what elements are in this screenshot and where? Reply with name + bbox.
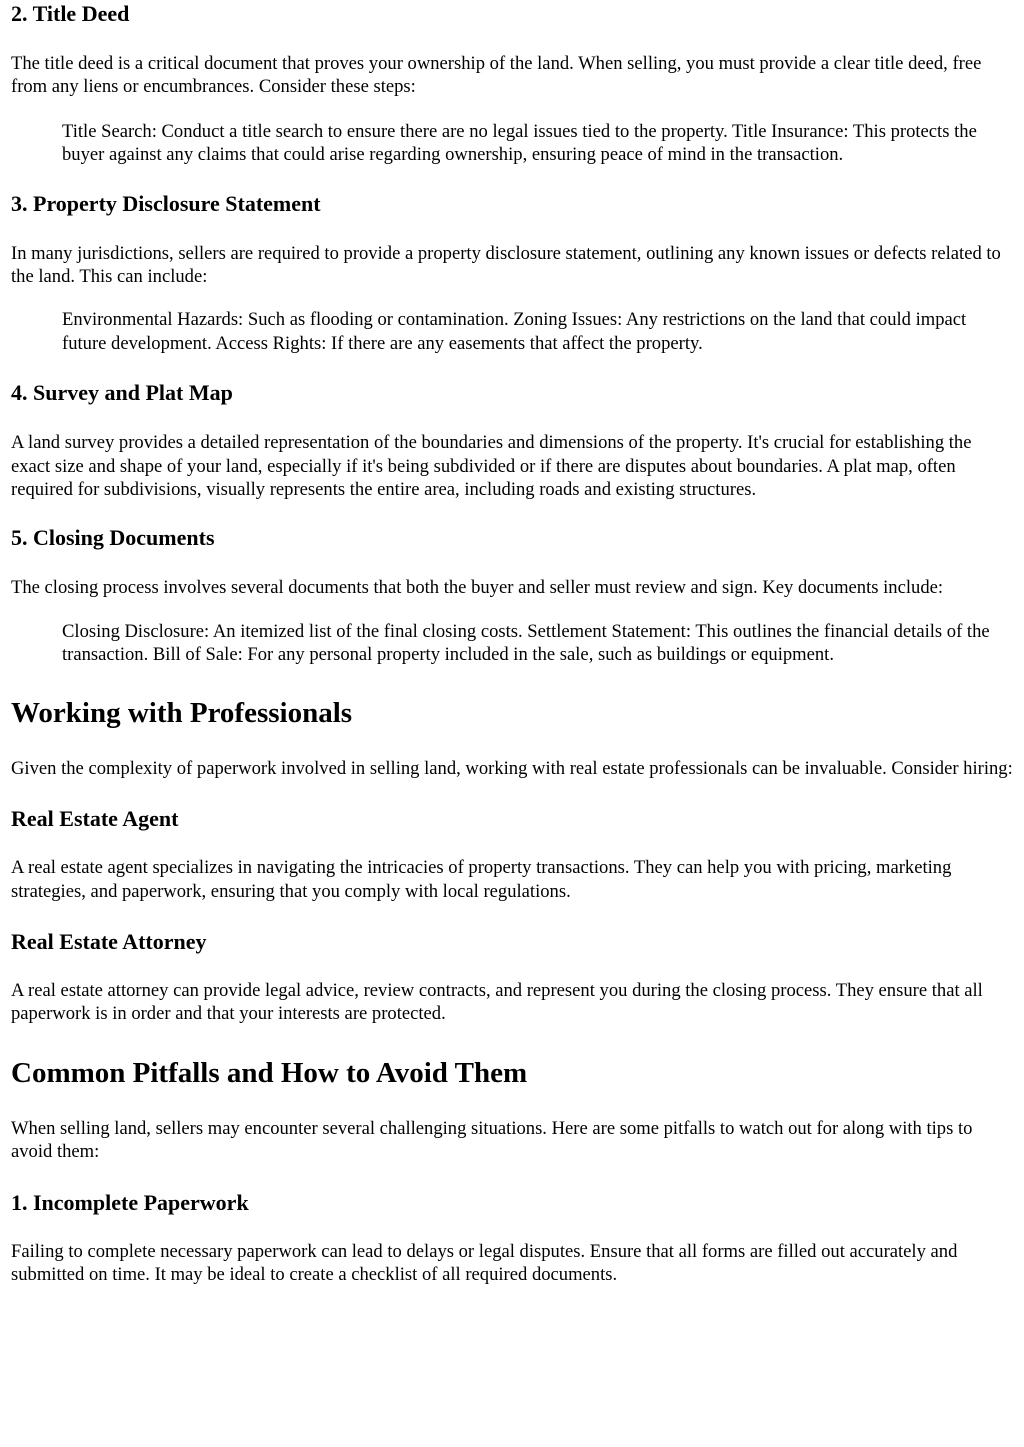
paragraph-title-deed: The title deed is a critical document that proves your ownership of the land. When selling, you must provide a clear title deed, free from any liens or encumbrances. Consider these steps: [11,53,982,98]
quote-title-deed-steps: Title Search: Conduct a title search to ensure there are no legal issues tied to the property. Title Insurance: This protects the buyer against any claims that could arise regarding ownership, ensuring peace of mind in the transaction. [62,120,977,166]
section-heading-title-deed: 2. Title Deed [11,1,130,26]
paragraph-closing-documents: The closing process involves several documents that both the buyer and seller must review and sign. Key documents include: [11,577,944,599]
section-heading-working-professionals: Working with Professionals [11,696,353,729]
paragraph-real-estate-attorney: A real estate attorney can provide legal advice, review contracts, and represent you during the closing process. They ensure that all paperwork is in order and that your interests are protected. [11,979,983,1025]
section-heading-real-estate-agent: Real Estate Agent [11,806,179,832]
paragraph-incomplete-paperwork: Failing to complete necessary paperwork can lead to delays or legal disputes. Ensure that all forms are filled out accurately and submitted on time. It may be ideal to create a checklist of all required documents. [11,1240,958,1285]
section-heading-survey-plat: 4. Survey and Plat Map [11,380,233,406]
paragraph-real-estate-agent: A real estate agent specializes in navigating the intricacies of property transactions. They can help you with pricing, marketing strategies, and paperwork, ensuring that you comply with local regulations. [11,857,952,902]
section-heading-closing-documents: 5. Closing Documents [11,525,215,551]
document-page [0,1,1024,1286]
section-heading-property-disclosure: 3. Property Disclosure Statement [11,190,321,216]
paragraph-property-disclosure: In many jurisdictions, sellers are required to provide a property disclosure statement, outlining any known issues or defects related to the land. This can include: [11,242,1001,288]
quote-closing-items: Closing Disclosure: An itemized list of the final closing costs. Settlement Statement: This outlines the financial details of the transaction. Bill of Sale: For any personal property included in the sale, such as buildings or equipment. [62,620,990,666]
quote-disclosure-items: Environmental Hazards: Such as flooding or contamination. Zoning Issues: Any restrictions on the land that could impact future development. Access Rights: If there are any easements that affect the property. [62,309,967,354]
section-heading-incomplete-paperwork: 1. Incomplete Paperwork [11,1189,249,1215]
paragraph-working-professionals: Given the complexity of paperwork involved in selling land, working with real estate professionals can be invaluable. Consider hiring: [11,757,1013,779]
paragraph-survey-plat: A land survey provides a detailed representation of the boundaries and dimensions of the property. It's crucial for establishing the exact size and shape of your land, especially if it's being subdivided or if there are disputes about boundaries. A plat map, often required for subdivisions, visually represents the entire area, including roads and existing structures. [11,432,972,501]
section-heading-real-estate-attorney: Real Estate Attorney [11,928,207,954]
paragraph-common-pitfalls: When selling land, sellers may encounter several challenging situations. Here are some pitfalls to watch out for along with tips to avoid them: [11,1117,973,1163]
section-heading-common-pitfalls: Common Pitfalls and How to Avoid Them [11,1056,528,1089]
